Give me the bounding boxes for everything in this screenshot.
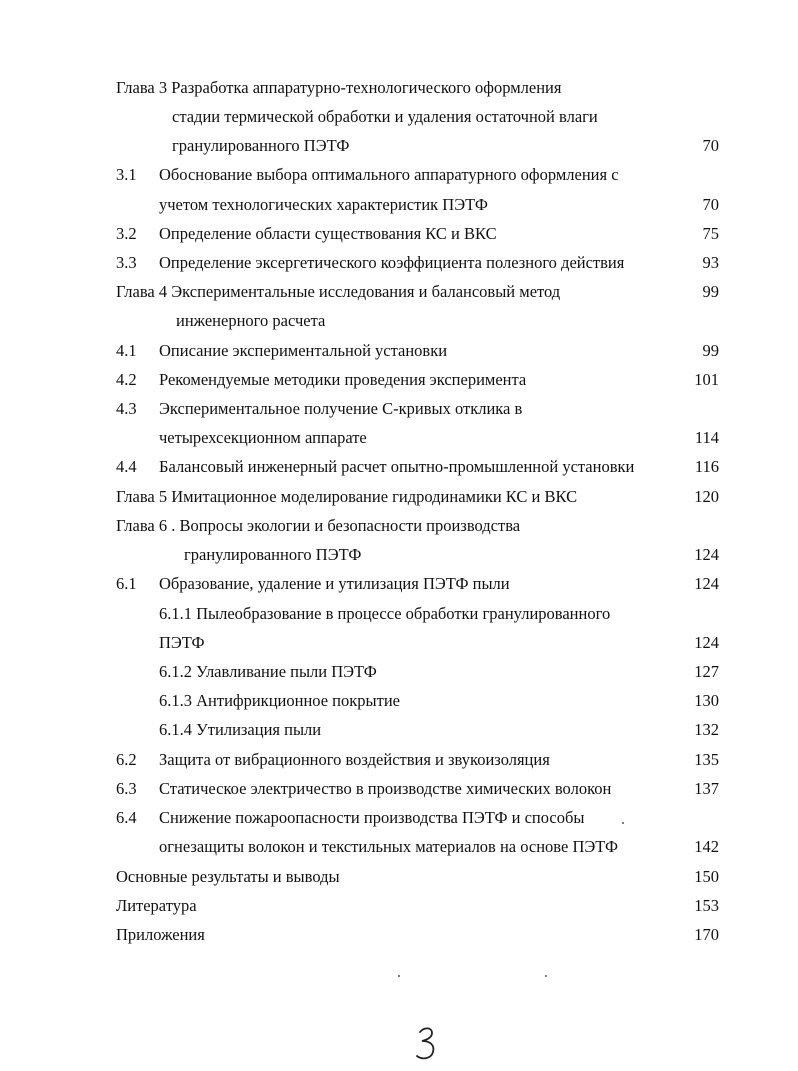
toc-entry-title: Обоснование выбора оптимального аппаратурного оформления с — [159, 165, 619, 184]
toc-entry-title: Образование, удаление и утилизация ПЭТФ пыли — [159, 574, 510, 593]
toc-entry-title: Снижение пожароопасности производства ПЭТФ и способы — [159, 808, 585, 827]
toc-section-4-3 — [0, 397, 798, 421]
toc-page-number: 124 — [694, 545, 719, 564]
toc-entry-title: Определение эксергетического коэффициента полезного действия — [159, 253, 625, 272]
scan-speck — [622, 822, 624, 824]
toc-section-number: 4.4 — [116, 457, 137, 476]
handwritten-three-icon — [400, 1024, 460, 1064]
toc-page-number: 130 — [694, 691, 719, 710]
toc-entry-title: Рекомендуемые методики проведения эксперимента — [159, 370, 527, 389]
toc-entry-title: Описание экспериментальной установки — [159, 341, 448, 360]
toc-appendices — [0, 923, 798, 947]
toc-entry-title: Статическое электричество в производстве химических волокон — [159, 779, 612, 798]
handwritten-page-number — [400, 1024, 460, 1064]
toc-subsection-6-1-1 — [0, 602, 798, 626]
toc-entry-title: четырехсекционном аппарате — [159, 428, 367, 447]
toc-entry-title: Балансовый инженерный расчет опытно-промышленной установки — [159, 457, 635, 476]
toc-section-6-2 — [0, 748, 798, 772]
toc-page-number: 170 — [694, 925, 719, 944]
toc-entry-title: учетом технологических характеристик ПЭТФ — [159, 195, 488, 214]
toc-section-4-3-cont — [0, 426, 798, 450]
toc-entry-title: гранулированного ПЭТФ — [184, 545, 362, 564]
toc-section-6-4-cont — [0, 835, 798, 859]
toc-page-number: 116 — [694, 457, 719, 476]
toc-page-number: 75 — [702, 224, 719, 243]
toc-entry-title: 6.1.3 Антифрикционное покрытие — [159, 691, 400, 710]
toc-section-4-4 — [0, 455, 798, 479]
toc-section-number: 4.2 — [116, 370, 137, 389]
toc-subsection-6-1-3 — [0, 689, 798, 713]
toc-section-6-3 — [0, 777, 798, 801]
toc-page-number: 114 — [694, 428, 719, 447]
toc-section-3-1-cont — [0, 193, 798, 217]
toc-literature — [0, 894, 798, 918]
toc-page-number: 120 — [694, 487, 719, 506]
toc-chapter-3 — [0, 76, 798, 100]
toc-chapter-3-cont — [0, 105, 798, 129]
toc-entry-title: Основные результаты и выводы — [116, 867, 340, 886]
toc-page-number: 70 — [702, 136, 719, 155]
toc-entry-title: Глава 6 . Вопросы экологии и безопасности производства — [116, 516, 521, 535]
toc-subsection-6-1-2 — [0, 660, 798, 684]
toc-chapter-6-cont — [0, 543, 798, 567]
toc-page-number: 150 — [694, 867, 719, 886]
toc-page-number: 137 — [694, 779, 719, 798]
toc-chapter-4 — [0, 280, 798, 304]
toc-page-number: 135 — [694, 750, 719, 769]
toc-entry-title: Литература — [116, 896, 197, 915]
toc-section-number: 6.2 — [116, 750, 137, 769]
toc-entry-title: Глава 3 Разработка аппаратурно-технологического оформления — [116, 78, 562, 97]
toc-section-4-2 — [0, 368, 798, 392]
toc-entry-title: Экспериментальное получение С-кривых отклика в — [159, 399, 523, 418]
toc-entry-title: ПЭТФ — [159, 633, 205, 652]
toc-entry-title: 6.1.1 Пылеобразование в процессе обработки гранулированного — [159, 604, 611, 623]
toc-chapter-3-cont — [0, 134, 798, 158]
toc-page-number: 99 — [702, 341, 719, 360]
toc-section-number: 3.3 — [116, 253, 137, 272]
scan-speck — [545, 975, 547, 977]
toc-subsection-6-1-4 — [0, 718, 798, 742]
toc-section-number: 6.1 — [116, 574, 137, 593]
toc-entry-title: гранулированного ПЭТФ — [172, 136, 350, 155]
toc-chapter-6 — [0, 514, 798, 538]
toc-section-number: 6.4 — [116, 808, 137, 827]
toc-section-3-3 — [0, 251, 798, 275]
toc-entry-title: Приложения — [116, 925, 205, 944]
toc-entry-title: Защита от вибрационного воздействия и звукоизоляция — [159, 750, 550, 769]
toc-page-number: 153 — [694, 896, 719, 915]
toc-section-4-1 — [0, 339, 798, 363]
toc-section-3-1 — [0, 163, 798, 187]
toc-entry-title: стадии термической обработки и удаления остаточной влаги — [172, 107, 598, 126]
toc-page-number: 132 — [694, 720, 719, 739]
toc-page-number: 101 — [694, 370, 719, 389]
toc-entry-title: Определение области существования КС и ВКС — [159, 224, 497, 243]
toc-entry-title: 6.1.4 Утилизация пыли — [159, 720, 322, 739]
toc-chapter-4-cont — [0, 309, 798, 333]
toc-section-number: 4.1 — [116, 341, 137, 360]
toc-page-number: 70 — [702, 195, 719, 214]
toc-section-number: 3.2 — [116, 224, 137, 243]
toc-entry-title: инженерного расчета — [176, 311, 326, 330]
toc-page-number: 99 — [702, 282, 719, 301]
toc-page-number: 124 — [694, 633, 719, 652]
toc-section-6-1 — [0, 572, 798, 596]
toc-page-number: 124 — [694, 574, 719, 593]
toc-subsection-6-1-1-cont — [0, 631, 798, 655]
toc-section-number: 6.3 — [116, 779, 137, 798]
toc-results — [0, 865, 798, 889]
toc-entry-title: огнезащиты волокон и текстильных материалов на основе ПЭТФ — [159, 837, 619, 856]
toc-page-number: 142 — [694, 837, 719, 856]
toc-chapter-5 — [0, 485, 798, 509]
toc-entry-title: 6.1.2 Улавливание пыли ПЭТФ — [159, 662, 377, 681]
toc-entry-title: Глава 4 Экспериментальные исследования и балансовый метод — [116, 282, 561, 301]
toc-page-number: 93 — [702, 253, 719, 272]
toc-section-number: 4.3 — [116, 399, 137, 418]
toc-section-6-4 — [0, 806, 798, 830]
toc-section-3-2 — [0, 222, 798, 246]
toc-entry-title: Глава 5 Имитационное моделирование гидродинамики КС и ВКС — [116, 487, 578, 506]
scan-speck — [398, 975, 400, 977]
toc-page-number: 127 — [694, 662, 719, 681]
toc-section-number: 3.1 — [116, 165, 137, 184]
